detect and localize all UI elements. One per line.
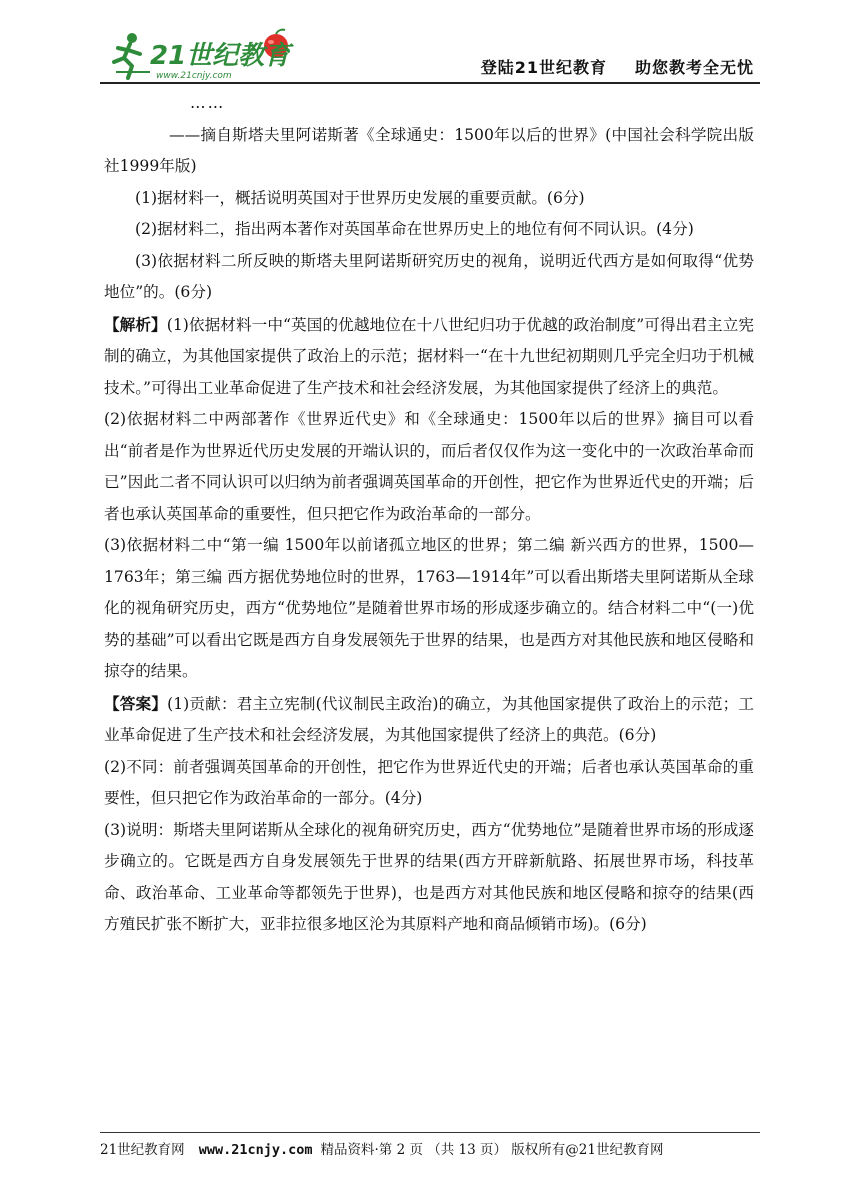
answer-paragraph-2: (2)不同：前者强调英国革命的开创性，把它作为世界近代史的开端；后者也承认英国革命的重要性，但只把它作为政治革命的一部分。(4分) [104, 757, 754, 807]
slogan-right: 助您教考全无忧 [634, 58, 754, 77]
page-header [100, 22, 760, 84]
logo-title: 21世纪教育 [150, 41, 291, 71]
analysis-paragraph-2: (2)依据材料二中两部著作《世界近代史》和《全球通史：1500年以后的世界》摘目可以看出“前者是作为世界近代历史发展的开端认识的，而后者仅仅作为这一变化中的一次政治革命而已”因此二者不同认识可以归纳为前者强调英国革命的开创性，把它作为世界近代史的开端；后者也承认英国革命的重要性，但只把它作为政治革命的一部分。 [104, 410, 754, 523]
question-3: (3)依据材料二所反映的斯塔夫里阿诺斯研究历史的视角，说明近代西方是如何取得“优势地位”的。(6分) [104, 251, 754, 301]
footer-page-info: 精品资料·第 2 页 （共 13 页） 版权所有@21世纪教育网 [320, 1142, 664, 1158]
site-logo [110, 28, 310, 84]
analysis-tag: 【解析】 [104, 314, 167, 334]
footer-site-url[interactable]: www.21cnjy.com [198, 1142, 313, 1158]
analysis-paragraph-3: (3)依据材料二中“第一编 1500年以前诸孤立地区的世界；第二编 新兴西方的世界，1500—1763年；第三编 西方据优势地位时的世界，1763—1914年”可以看出斯塔夫里阿诺斯从全球化的视角研究历史，西方“优势地位”是随着世界市场的形成逐步确立的。结合材料二中“(一)优势的基础”可以看出它既是西方自身发展领先于世界的结果，也是西方对其他民族和地区侵略和掠夺的结果。 [104, 536, 754, 680]
logo-url: www.21cnjy.com [156, 71, 232, 81]
analysis-paragraph-1 [104, 309, 754, 405]
footer-site-name: 21世纪教育网 [100, 1142, 185, 1158]
analysis-text-1: (1)依据材料一中“英国的优越地位在十八世纪归功于优越的政治制度”可得出君主立宪制的确立，为其他国家提供了政治上的示范；据材料一“在十九世纪初期则几乎完全归功于机械技术。”可得出工业革命促进了生产技术和社会经济发展，为其他国家提供了经济上的典范。 [104, 315, 754, 397]
answer-paragraph-1 [104, 688, 754, 752]
footer-divider [100, 1132, 760, 1133]
ellipsis: …… [190, 94, 226, 112]
answer-paragraph-3: (3)说明：斯塔夫里阿诺斯从全球化的视角研究历史，西方“优势地位”是随着世界市场的形成逐步确立的。它既是西方自身发展领先于世界的结果(西方开辟新航路、拓展世界市场，科技革命、政治革命、工业革命等都领先于世界)，也是西方对其他民族和地区侵略和掠夺的结果(西方殖民扩张不断扩大，亚非拉很多地区沦为其原料产地和商品倾销市场)。(6分) [104, 820, 754, 933]
header-divider [100, 82, 760, 84]
document-body [104, 88, 754, 941]
citation: ——摘自斯塔夫里阿诺斯著《全球通史：1500年以后的世界》(中国社会科学院出版社1999年版) [104, 125, 754, 175]
slogan-left: 登陆21世纪教育 [480, 58, 607, 77]
answer-tag: 【答案】 [104, 693, 168, 713]
runner-icon [114, 33, 150, 78]
answer-text-1: (1)贡献：君主立宪制(代议制民主政治)的确立，为其他国家提供了政治上的示范；工业革命促进了生产技术和社会经济发展，为其他国家提供了经济上的典范。(6分) [104, 694, 754, 744]
page-footer [100, 1138, 760, 1158]
header-slogan [481, 55, 754, 78]
question-2: (2)据材料二，指出两本著作对英国革命在世界历史上的地位有何不同认识。(4分) [135, 220, 694, 238]
question-1: (1)据材料一，概括说明英国对于世界历史发展的重要贡献。(6分) [135, 188, 585, 207]
